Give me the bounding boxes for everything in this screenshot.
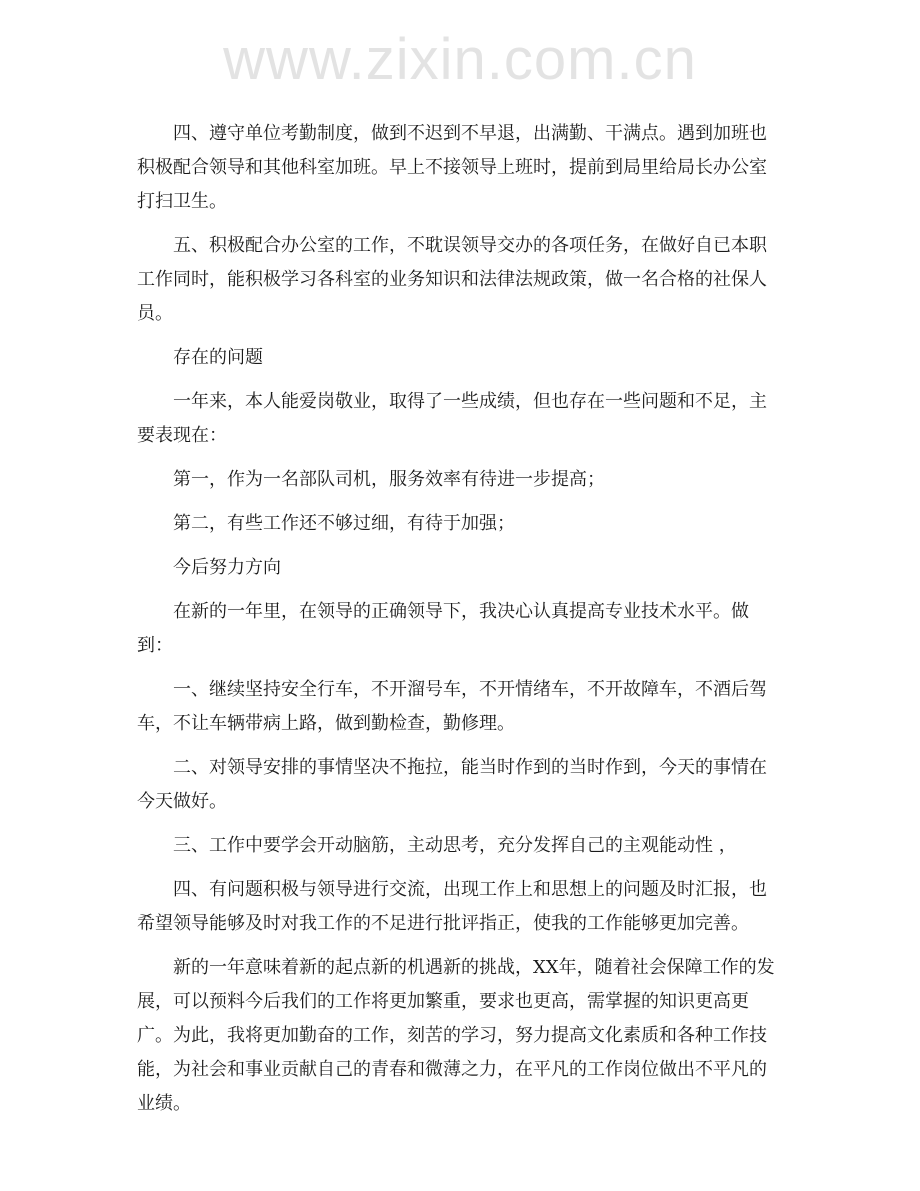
text-line: 第二，有些工作还不够过细，有待于加强； [173, 513, 515, 534]
paragraph [137, 463, 787, 497]
text-line: 展，可以预料今后我们的工作将更加繁重，要求也更高，需掌握的知识更高更 [137, 991, 749, 1012]
paragraph [137, 507, 787, 541]
text-line: 积极配合领导和其他科室加班。早上不接领导上班时，提前到局里给局长办公室 [137, 157, 767, 178]
paragraph [137, 873, 787, 941]
text-line: 车，不让车辆带病上路，做到勤检查，勤修理。 [137, 713, 515, 734]
text-line: 广。为此，我将更加勤奋的工作，刻苦的学习，努力提高文化素质和各种工作技 [137, 1025, 767, 1046]
text-line: 四、遵守单位考勤制度，做到不迟到不早退，出满勤、干满点。遇到加班也 [173, 123, 767, 144]
document-body [137, 117, 787, 1131]
paragraph [137, 385, 787, 453]
paragraph [137, 595, 787, 663]
text-line: 员。 [137, 303, 173, 324]
text-line: 三、工作中要学会开动脑筋，主动思考，充分发挥自己的主观能动性 ， [173, 835, 737, 856]
text-line: 一年来，本人能爱岗敬业，取得了一些成绩，但也存在一些问题和不足，主 [173, 391, 767, 412]
text-line: 要表现在： [137, 425, 227, 446]
text-line: 在新的一年里，在领导的正确领导下，我决心认真提高专业技术水平。做 [173, 601, 749, 622]
text-line: 一、继续坚持安全行车，不开溜号车，不开情绪车，不开故障车，不酒后驾 [173, 679, 767, 700]
paragraph [137, 951, 787, 1121]
text-line: 五、积极配合办公室的工作，不耽误领导交办的各项任务，在做好自已本职 [173, 235, 767, 256]
paragraph [137, 551, 787, 585]
text-line: 业绩。 [137, 1093, 191, 1114]
text-line: 到： [137, 635, 173, 656]
text-line: 今后努力方向 [173, 557, 281, 578]
text-line: 新的一年意味着新的起点新的机遇新的挑战，XX年，随着社会保障工作的发 [173, 957, 775, 978]
text-line: 工作同时，能积极学习各科室的业务知识和法律法规政策，做一名合格的社保人 [137, 269, 767, 290]
text-line: 四、有问题积极与领导进行交流，出现工作上和思想上的问题及时汇报，也 [173, 879, 767, 900]
paragraph [137, 341, 787, 375]
text-line: 存在的问题 [173, 347, 263, 368]
paragraph [137, 117, 787, 219]
text-line: 第一，作为一名部队司机，服务效率有待进一步提高； [173, 469, 605, 490]
paragraph [137, 229, 787, 331]
watermark: www.zixin.com.cn [223, 27, 697, 92]
text-line: 希望领导能够及时对我工作的不足进行批评指正，使我的工作能够更加完善。 [137, 913, 749, 934]
text-line: 能，为社会和事业贡献自己的青春和微薄之力，在平凡的工作岗位做出不平凡的 [137, 1059, 767, 1080]
paragraph [137, 751, 787, 819]
text-line: 打扫卫生。 [137, 191, 227, 212]
text-line: 今天做好。 [137, 791, 227, 812]
paragraph [137, 829, 787, 863]
text-line: 二、对领导安排的事情坚决不拖拉，能当时作到的当时作到，今天的事情在 [173, 757, 767, 778]
paragraph [137, 673, 787, 741]
